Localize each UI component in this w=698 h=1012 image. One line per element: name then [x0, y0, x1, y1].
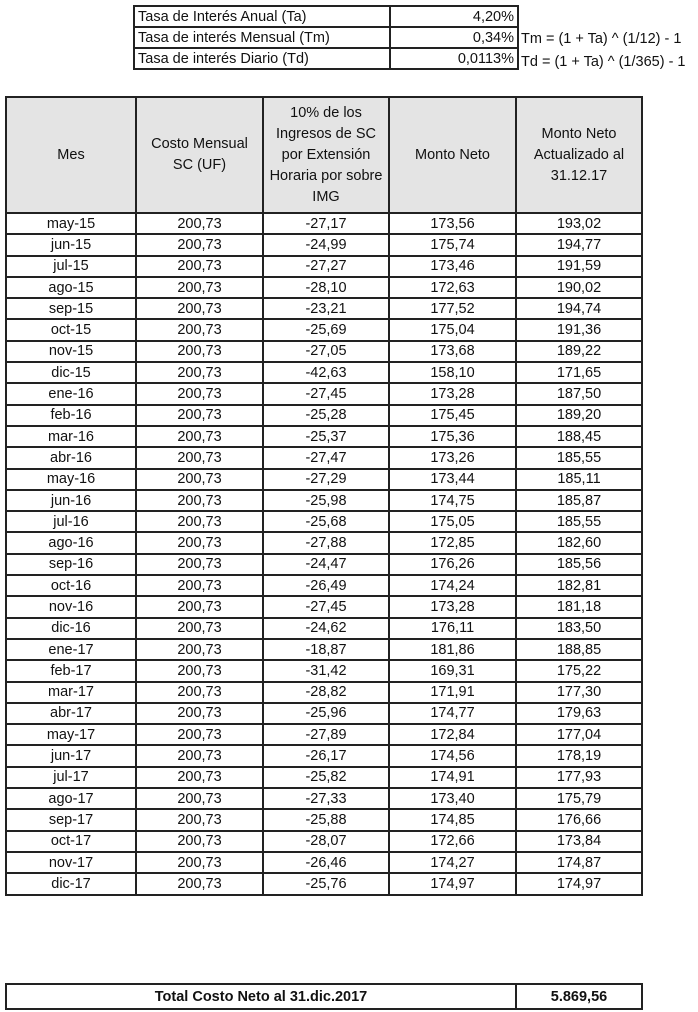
- cell-monto-actualizado: 181,18: [516, 596, 642, 617]
- cell-monto-neto: 174,77: [389, 703, 516, 724]
- cell-costo-mensual: 200,73: [136, 426, 263, 447]
- cell-monto-neto: 173,46: [389, 256, 516, 277]
- cell-ingresos-extension: -25,76: [263, 873, 389, 894]
- cell-monto-actualizado: 176,66: [516, 809, 642, 830]
- cell-mes: oct-16: [6, 575, 136, 596]
- cell-mes: nov-15: [6, 341, 136, 362]
- cell-costo-mensual: 200,73: [136, 831, 263, 852]
- cell-monto-neto: 173,26: [389, 447, 516, 468]
- header-monto-neto: Monto Neto: [389, 97, 516, 213]
- cell-mes: abr-17: [6, 703, 136, 724]
- rate-value: 0,0113%: [390, 48, 518, 69]
- cell-monto-actualizado: 185,11: [516, 469, 642, 490]
- cell-ingresos-extension: -25,98: [263, 490, 389, 511]
- cell-ingresos-extension: -26,17: [263, 745, 389, 766]
- cell-costo-mensual: 200,73: [136, 767, 263, 788]
- cell-costo-mensual: 200,73: [136, 703, 263, 724]
- cell-mes: ago-17: [6, 788, 136, 809]
- cell-costo-mensual: 200,73: [136, 873, 263, 894]
- table-row: [6, 341, 642, 362]
- table-row: [6, 213, 642, 234]
- cell-ingresos-extension: -28,10: [263, 277, 389, 298]
- cell-monto-neto: 175,05: [389, 511, 516, 532]
- daily-rate-formula: Td = (1 + Ta) ^ (1/365) - 1: [521, 54, 686, 70]
- table-row: [6, 660, 642, 681]
- table-row: [6, 831, 642, 852]
- cell-ingresos-extension: -24,47: [263, 554, 389, 575]
- cell-monto-neto: 174,27: [389, 852, 516, 873]
- cell-costo-mensual: 200,73: [136, 682, 263, 703]
- cell-mes: dic-17: [6, 873, 136, 894]
- cell-costo-mensual: 200,73: [136, 511, 263, 532]
- table-row: [6, 234, 642, 255]
- header-monto-actualizado: Monto Neto Actualizado al 31.12.17: [516, 97, 642, 213]
- cell-ingresos-extension: -27,89: [263, 724, 389, 745]
- cell-mes: oct-17: [6, 831, 136, 852]
- table-row: [6, 490, 642, 511]
- cell-monto-actualizado: 193,02: [516, 213, 642, 234]
- table-row: [6, 256, 642, 277]
- cell-mes: dic-16: [6, 618, 136, 639]
- cell-ingresos-extension: -27,45: [263, 383, 389, 404]
- rate-row-daily: [134, 48, 518, 69]
- cell-ingresos-extension: -26,46: [263, 852, 389, 873]
- cell-monto-neto: 173,40: [389, 788, 516, 809]
- cell-monto-actualizado: 191,59: [516, 256, 642, 277]
- rate-label: Tasa de interés Mensual (Tm): [134, 27, 390, 48]
- cell-monto-neto: 173,44: [389, 469, 516, 490]
- cell-mes: dic-15: [6, 362, 136, 383]
- table-row: [6, 469, 642, 490]
- cell-ingresos-extension: -27,27: [263, 256, 389, 277]
- cell-ingresos-extension: -28,07: [263, 831, 389, 852]
- cell-costo-mensual: 200,73: [136, 554, 263, 575]
- cell-monto-neto: 171,91: [389, 682, 516, 703]
- cell-mes: ago-15: [6, 277, 136, 298]
- cell-monto-neto: 173,56: [389, 213, 516, 234]
- cell-monto-actualizado: 175,22: [516, 660, 642, 681]
- cell-ingresos-extension: -27,17: [263, 213, 389, 234]
- cell-mes: oct-15: [6, 319, 136, 340]
- cell-mes: jul-15: [6, 256, 136, 277]
- cell-mes: jun-17: [6, 745, 136, 766]
- cell-monto-actualizado: 183,50: [516, 618, 642, 639]
- cell-monto-neto: 176,11: [389, 618, 516, 639]
- cell-monto-neto: 181,86: [389, 639, 516, 660]
- cell-costo-mensual: 200,73: [136, 213, 263, 234]
- cell-monto-actualizado: 185,56: [516, 554, 642, 575]
- cell-monto-actualizado: 178,19: [516, 745, 642, 766]
- header-ingresos-extension: 10% de los Ingresos de SC por Extensión Horaria por sobre IMG: [263, 97, 389, 213]
- table-row: [6, 362, 642, 383]
- cell-ingresos-extension: -25,82: [263, 767, 389, 788]
- cell-costo-mensual: 200,73: [136, 852, 263, 873]
- cell-ingresos-extension: -23,21: [263, 298, 389, 319]
- table-row: [6, 575, 642, 596]
- table-row: [6, 298, 642, 319]
- cell-ingresos-extension: -27,33: [263, 788, 389, 809]
- cell-monto-neto: 172,66: [389, 831, 516, 852]
- table-row: [6, 745, 642, 766]
- rate-label: Tasa de interés Diario (Td): [134, 48, 390, 69]
- cell-ingresos-extension: -25,96: [263, 703, 389, 724]
- cell-monto-actualizado: 182,81: [516, 575, 642, 596]
- cell-costo-mensual: 200,73: [136, 256, 263, 277]
- cell-ingresos-extension: -18,87: [263, 639, 389, 660]
- cell-monto-actualizado: 191,36: [516, 319, 642, 340]
- cell-monto-neto: 174,85: [389, 809, 516, 830]
- cell-mes: may-16: [6, 469, 136, 490]
- rate-row-monthly: [134, 27, 518, 48]
- rate-row-annual: [134, 6, 518, 27]
- cell-costo-mensual: 200,73: [136, 575, 263, 596]
- cell-costo-mensual: 200,73: [136, 469, 263, 490]
- cell-ingresos-extension: -31,42: [263, 660, 389, 681]
- table-header-row: [6, 97, 642, 213]
- cell-mes: abr-16: [6, 447, 136, 468]
- cell-mes: jul-17: [6, 767, 136, 788]
- cell-ingresos-extension: -28,82: [263, 682, 389, 703]
- cell-monto-neto: 175,04: [389, 319, 516, 340]
- table-row: [6, 532, 642, 553]
- cell-costo-mensual: 200,73: [136, 298, 263, 319]
- cell-monto-actualizado: 190,02: [516, 277, 642, 298]
- cell-ingresos-extension: -24,99: [263, 234, 389, 255]
- monthly-rate-formula: Tm = (1 + Ta) ^ (1/12) - 1: [521, 31, 682, 47]
- cell-monto-neto: 172,85: [389, 532, 516, 553]
- cell-ingresos-extension: -24,62: [263, 618, 389, 639]
- total-label: Total Costo Neto al 31.dic.2017: [6, 984, 516, 1009]
- cell-monto-actualizado: 188,45: [516, 426, 642, 447]
- cell-ingresos-extension: -42,63: [263, 362, 389, 383]
- table-row: [6, 554, 642, 575]
- total-row: [6, 984, 642, 1009]
- cell-costo-mensual: 200,73: [136, 660, 263, 681]
- header-costo-mensual: Costo Mensual SC (UF): [136, 97, 263, 213]
- cell-ingresos-extension: -27,29: [263, 469, 389, 490]
- cell-ingresos-extension: -27,45: [263, 596, 389, 617]
- cell-mes: sep-15: [6, 298, 136, 319]
- cell-monto-neto: 175,36: [389, 426, 516, 447]
- cell-mes: sep-16: [6, 554, 136, 575]
- cell-costo-mensual: 200,73: [136, 532, 263, 553]
- cell-ingresos-extension: -25,69: [263, 319, 389, 340]
- cell-monto-neto: 177,52: [389, 298, 516, 319]
- cell-monto-actualizado: 188,85: [516, 639, 642, 660]
- cell-monto-actualizado: 174,97: [516, 873, 642, 894]
- table-row: [6, 277, 642, 298]
- cell-monto-actualizado: 177,93: [516, 767, 642, 788]
- cell-monto-actualizado: 177,04: [516, 724, 642, 745]
- cell-monto-neto: 172,63: [389, 277, 516, 298]
- cell-monto-actualizado: 185,55: [516, 511, 642, 532]
- cell-monto-neto: 169,31: [389, 660, 516, 681]
- cell-monto-actualizado: 171,65: [516, 362, 642, 383]
- cell-costo-mensual: 200,73: [136, 341, 263, 362]
- table-row: [6, 788, 642, 809]
- cell-mes: jun-15: [6, 234, 136, 255]
- table-row: [6, 596, 642, 617]
- cell-ingresos-extension: -26,49: [263, 575, 389, 596]
- table-row: [6, 809, 642, 830]
- cell-mes: jul-16: [6, 511, 136, 532]
- cell-monto-neto: 174,24: [389, 575, 516, 596]
- cell-monto-actualizado: 174,87: [516, 852, 642, 873]
- cell-mes: feb-16: [6, 405, 136, 426]
- cell-mes: jun-16: [6, 490, 136, 511]
- cell-monto-neto: 172,84: [389, 724, 516, 745]
- cell-monto-actualizado: 189,22: [516, 341, 642, 362]
- cell-monto-neto: 173,28: [389, 383, 516, 404]
- table-row: [6, 405, 642, 426]
- cell-mes: nov-16: [6, 596, 136, 617]
- cell-monto-neto: 176,26: [389, 554, 516, 575]
- cell-monto-actualizado: 182,60: [516, 532, 642, 553]
- cell-monto-actualizado: 179,63: [516, 703, 642, 724]
- header-mes: Mes: [6, 97, 136, 213]
- cell-mes: ene-16: [6, 383, 136, 404]
- cell-costo-mensual: 200,73: [136, 277, 263, 298]
- table-row: [6, 639, 642, 660]
- cell-monto-actualizado: 177,30: [516, 682, 642, 703]
- cell-mes: feb-17: [6, 660, 136, 681]
- cell-costo-mensual: 200,73: [136, 447, 263, 468]
- cell-costo-mensual: 200,73: [136, 362, 263, 383]
- table-row: [6, 873, 642, 894]
- cell-costo-mensual: 200,73: [136, 745, 263, 766]
- table-row: [6, 618, 642, 639]
- cell-monto-neto: 173,68: [389, 341, 516, 362]
- cell-costo-mensual: 200,73: [136, 490, 263, 511]
- rate-value: 0,34%: [390, 27, 518, 48]
- cell-monto-actualizado: 175,79: [516, 788, 642, 809]
- cell-costo-mensual: 200,73: [136, 405, 263, 426]
- cell-mes: mar-17: [6, 682, 136, 703]
- cell-mes: sep-17: [6, 809, 136, 830]
- cell-monto-neto: 174,91: [389, 767, 516, 788]
- cell-monto-actualizado: 194,74: [516, 298, 642, 319]
- table-row: [6, 852, 642, 873]
- table-row: [6, 703, 642, 724]
- total-value: 5.869,56: [516, 984, 642, 1009]
- cell-mes: may-17: [6, 724, 136, 745]
- cell-costo-mensual: 200,73: [136, 618, 263, 639]
- cell-monto-neto: 175,74: [389, 234, 516, 255]
- cell-costo-mensual: 200,73: [136, 596, 263, 617]
- cell-ingresos-extension: -27,88: [263, 532, 389, 553]
- cell-costo-mensual: 200,73: [136, 788, 263, 809]
- cell-monto-neto: 158,10: [389, 362, 516, 383]
- interest-rates-table: [133, 5, 519, 70]
- monthly-cost-table: [5, 96, 643, 896]
- cell-ingresos-extension: -25,88: [263, 809, 389, 830]
- cell-costo-mensual: 200,73: [136, 319, 263, 340]
- cell-ingresos-extension: -27,47: [263, 447, 389, 468]
- table-row: [6, 383, 642, 404]
- table-row: [6, 319, 642, 340]
- cell-monto-actualizado: 187,50: [516, 383, 642, 404]
- table-row: [6, 767, 642, 788]
- cell-monto-neto: 174,97: [389, 873, 516, 894]
- cell-mes: ago-16: [6, 532, 136, 553]
- cell-mes: nov-17: [6, 852, 136, 873]
- cell-monto-actualizado: 185,55: [516, 447, 642, 468]
- total-table: [5, 983, 643, 1010]
- cell-monto-actualizado: 189,20: [516, 405, 642, 426]
- cell-monto-actualizado: 185,87: [516, 490, 642, 511]
- cell-mes: mar-16: [6, 426, 136, 447]
- cell-costo-mensual: 200,73: [136, 809, 263, 830]
- cell-ingresos-extension: -25,37: [263, 426, 389, 447]
- cell-monto-actualizado: 194,77: [516, 234, 642, 255]
- table-row: [6, 724, 642, 745]
- rate-value: 4,20%: [390, 6, 518, 27]
- rate-label: Tasa de Interés Anual (Ta): [134, 6, 390, 27]
- cell-costo-mensual: 200,73: [136, 724, 263, 745]
- cell-monto-neto: 175,45: [389, 405, 516, 426]
- cell-monto-actualizado: 173,84: [516, 831, 642, 852]
- table-row: [6, 682, 642, 703]
- cell-monto-neto: 173,28: [389, 596, 516, 617]
- cell-ingresos-extension: -27,05: [263, 341, 389, 362]
- cell-costo-mensual: 200,73: [136, 639, 263, 660]
- cell-costo-mensual: 200,73: [136, 234, 263, 255]
- cell-ingresos-extension: -25,68: [263, 511, 389, 532]
- table-row: [6, 426, 642, 447]
- table-row: [6, 447, 642, 468]
- cell-monto-neto: 174,75: [389, 490, 516, 511]
- cell-monto-neto: 174,56: [389, 745, 516, 766]
- cell-ingresos-extension: -25,28: [263, 405, 389, 426]
- cell-costo-mensual: 200,73: [136, 383, 263, 404]
- cell-mes: ene-17: [6, 639, 136, 660]
- table-row: [6, 511, 642, 532]
- cell-mes: may-15: [6, 213, 136, 234]
